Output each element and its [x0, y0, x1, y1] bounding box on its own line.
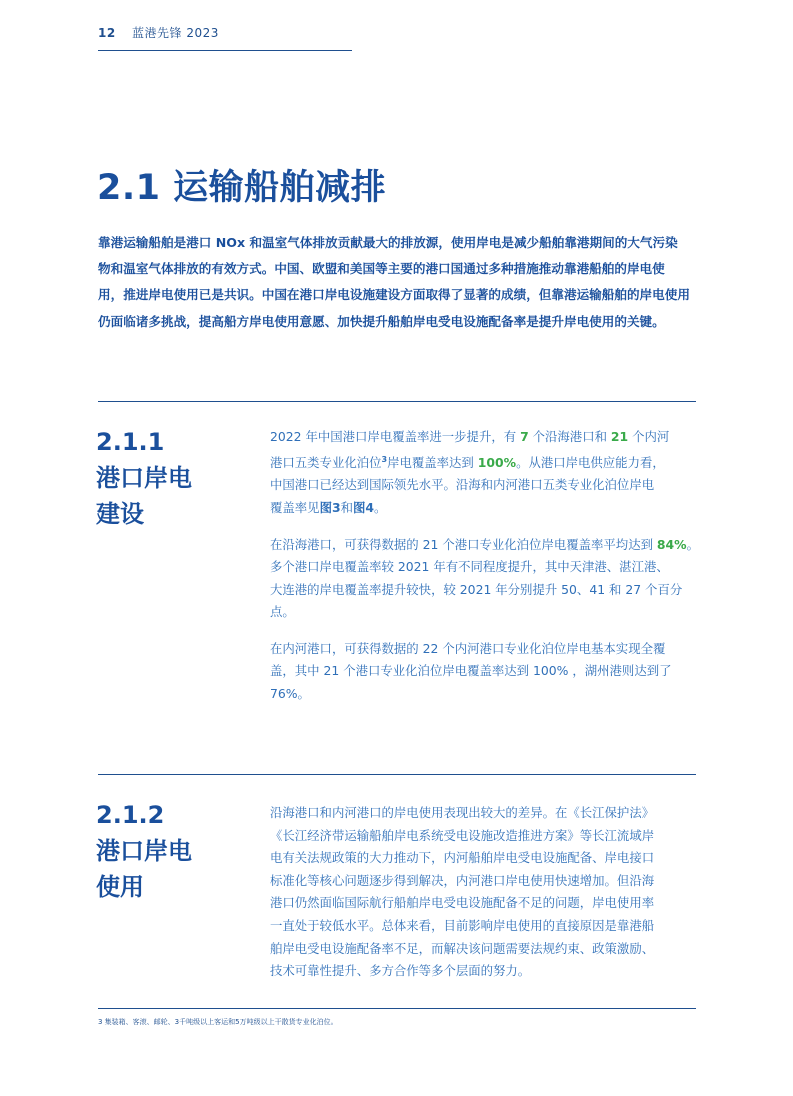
subsection-title-line: 使用 [96, 873, 144, 901]
text: 大连港的岸电覆盖率提升较快，较 2021 年分别提升 50、41 和 27 个百分 [270, 581, 683, 597]
highlight-number: 21 [610, 429, 629, 444]
subsection-title-2-1-1 [96, 424, 192, 532]
text: 。 [373, 499, 387, 515]
text: 点。 [270, 604, 295, 620]
figure-link[interactable]: 图4 [352, 499, 374, 515]
intro-line: 物和温室气体排放的有效方式。中国、欧盟和美国等主要的港口国通过多种措施推动靠港船舶的岸电使 [98, 261, 665, 277]
running-header [98, 24, 219, 41]
highlight-number: 100% [477, 454, 517, 470]
text: 2022 年中国港口岸电覆盖率进一步提升，有 [270, 429, 521, 444]
subsection-title-line: 港口岸电 [96, 464, 192, 492]
subsection-divider [98, 774, 696, 775]
text: 76%。 [270, 686, 310, 702]
subsection-number: 2.1.1 [96, 428, 165, 456]
subsection-body-2-1-2 [270, 802, 698, 983]
paragraph [270, 638, 698, 706]
header-divider [98, 50, 352, 51]
text: 个沿海港口和 [528, 429, 611, 444]
text: 中国港口已经达到国际领先水平。沿海和内河港口五类专业化泊位岸电 [270, 477, 655, 493]
text: 在内河港口，可获得数据的 22 个内河港口专业化泊位岸电基本实现全覆 [270, 640, 666, 656]
intro-line: 仍面临诸多挑战，提高船方岸电使用意愿、加快提升船舶岸电受电设施配备率是提升岸电使用的关键。 [98, 313, 665, 329]
text: 《长江经济带运输船舶岸电系统受电设施改造推进方案》等长江流域岸 [270, 827, 655, 843]
paragraph [270, 534, 698, 624]
text: 岸电覆盖率达到 [387, 454, 478, 470]
highlight-number: 7 [520, 429, 529, 444]
intro-line: 用，推进岸电使用已是共识。中国在港口岸电设施建设方面取得了显著的成绩，但靠港运输船舶的岸电使用 [98, 287, 690, 303]
text: 技术可靠性提升、多方合作等多个层面的努力。 [270, 963, 531, 979]
highlight-number: 84% [656, 536, 687, 552]
text: 覆盖率见 [270, 499, 320, 515]
text: 。从港口岸电供应能力看， [516, 454, 665, 470]
subsection-title-line: 港口岸电 [96, 837, 192, 865]
text: 盖，其中 21 个港口专业化泊位岸电覆盖率达到 100% ，湖州港则达到了 [270, 663, 672, 679]
paragraph [270, 426, 698, 520]
subsection-number: 2.1.2 [96, 801, 165, 829]
footnote-divider [98, 1008, 696, 1009]
text: 。 [686, 536, 699, 552]
text: 港口仍然面临国际航行船舶岸电受电设施配备不足的问题，岸电使用率 [270, 895, 655, 911]
footnote-ref[interactable]: 3 [381, 454, 388, 464]
subsection-title-2-1-2 [96, 797, 192, 905]
text: 标准化等核心问题逐步得到解决，内河港口岸电使用快速增加。但沿海 [270, 872, 655, 888]
subsection-title-line: 建设 [96, 500, 144, 528]
text: 舶岸电受电设施配备率不足，而解决该问题需要法规约束、政策激励、 [270, 940, 655, 956]
footnote: 3 集装箱、客滚、邮轮、3千吨级以上客运和5万吨级以上干散货专业化泊位。 [98, 1018, 338, 1026]
text: 沿海港口和内河港口的岸电使用表现出较大的差异。在《长江保护法》 [270, 805, 655, 820]
paragraph [270, 802, 698, 983]
subsection-body-2-1-1 [270, 426, 698, 706]
page-number: 12 [98, 26, 116, 40]
figure-link[interactable]: 图3 [319, 499, 341, 515]
text: 和 [340, 499, 353, 515]
text: 个内河 [628, 429, 670, 444]
publication-title: 蓝港先锋 2023 [132, 26, 219, 40]
section-heading: 2.1 运输船舶减排 [97, 168, 387, 208]
intro-line: 靠港运输船舶是港口 NOx 和温室气体排放贡献最大的排放源，使用岸电是减少船舶靠港期间的大气污染 [98, 235, 678, 250]
section-intro [98, 230, 698, 335]
text: 在沿海港口，可获得数据的 21 个港口专业化泊位岸电覆盖率平均达到 [270, 536, 657, 552]
text: 港口五类专业化泊位 [270, 454, 382, 470]
text: 多个港口岸电覆盖率较 2021 年有不同程度提升，其中天津港、湛江港、 [270, 559, 669, 575]
subsection-divider [98, 401, 696, 402]
text: 一直处于较低水平。总体来看，目前影响岸电使用的直接原因是靠港船 [270, 917, 655, 933]
text: 电有关法规政策的大力推动下，内河船舶岸电受电设施配备、岸电接口 [270, 850, 655, 866]
